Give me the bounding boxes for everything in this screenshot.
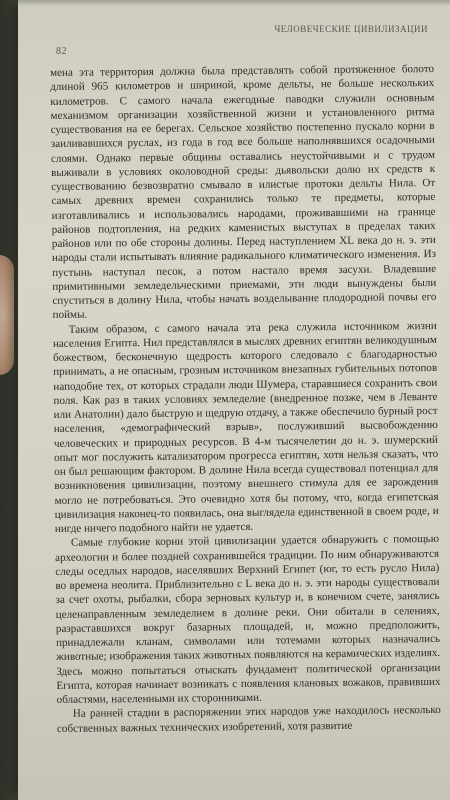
paragraph: Самые глубокие корни этой цивилизации удается обнаружить с помощью археологии и более поздней сохранившейся традиции. По ним обнаруживаются следы оседлых народов, населявших Верхний Египет (юг, то есть русло Нила) во времена неолита. Приблизительно с L века до н. э. эти народы существовали за счет охоты, рыбалки, сбора зерновых культур и, в конечном счете, занялись целенаправленным земледелием в долине реки. Они обитали в селениях, разраставшихся вокруг базарных площадей, и, можно предположить, принадлежали кланам, символами или тотемами которых назначались животные; изображения таких животных появляются на керамических изделиях. Здесь можно попытаться отыскать фундамент политической организации Египта, которая начинает возникать с появления клановых вожаков, правивших областями, населенными их сторонниками. <box>55 533 441 706</box>
paragraph: Таким образом, с самого начала эта река служила источником жизни населения Египта. Нил представлялся в мыслях древних египтян великодушным божеством, бесконечную щедрость которого следовало с благодарностью принимать, а не опасным, грозным источником внезапных губительных потопов наподобие тех, от которых страдали люди Шумера, старавшиеся сохранить свои поля. Как раз в таких условиях земледелие (внедренное позже, чем в Леванте или Анатолии) дало быструю и щедрую отдачу, а также обеспечило бурный рост населения, «демографический взрыв», послуживший высвобождению человеческих и природных ресурсов. В 4-м тысячелетии до н. э. шумерский опыт мог послужить катализатором прогресса египтян, хотя нельзя сказать, что он был решающим фактором. В долине Нила всегда существовал потенциал для возникновения цивилизации, поэтому внешнего стимула для ее зарождения могло не потребоваться. Это очевидно хотя бы потому, что, когда египетская цивилизация наконец-то появилась, она выглядела единственной в своем роде, и нигде ничего подобного найти не удается. <box>52 319 439 535</box>
paragraph: мена эта территория должна была представлять собой протяженное болото длиной 965 километров и шириной, кроме дельты, не больше нескольких километров. С самого начала ежегодные паводки служили основным механизмом организации хозяйственной жизни и установленного ритма существования на ее берегах. Сельское хозяйство постепенно пускало корни в заиливавшихся руслах, из года в год все больше наполнявшихся осадочными слоями. Однако первые общины оставались неустойчивыми и с трудом выживали в условиях околоводной среды: дьявольски долю их средств к существованию безвозвратно смывало в илистые протоки дельты Нила. От самых древних времен сохранились только те предметы, которые изготавливались и использовались народами, проживавшими на границе районов подтопления, на редких каменистых выступах в пределах таких районов или по обе стороны долины. Перед наступлением XL века до н. э. эти народы стали испытывать влияние радикального климатического изменения. Из пустынь наступал песок, а потом настало время засухи. Владевшие примитивными земледельческими приемами, эти люди вынуждены были спуститься в долину Нила, чтобы начать возделывание плодородной почвы его поймы. <box>50 62 437 322</box>
page-header <box>50 24 428 57</box>
paragraph: На ранней стадии в распоряжении этих народов уже находилось несколько собственных важных технических изобретений, хотя развитие <box>56 704 441 735</box>
book-page <box>18 0 450 800</box>
thumb-shadow <box>0 255 14 375</box>
body-text <box>50 62 442 796</box>
running-head: ЧЕЛОВЕЧЕСКИЕ ЦИВИЛИЗАЦИИ <box>274 24 428 34</box>
page-number: 82 <box>56 46 67 57</box>
page-top-edge <box>18 0 450 6</box>
